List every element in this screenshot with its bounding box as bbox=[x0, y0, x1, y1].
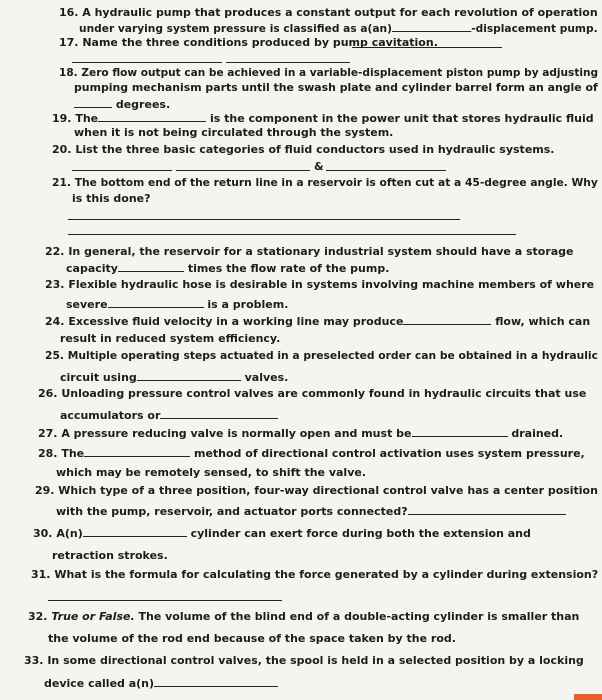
question-number: 17. bbox=[59, 36, 79, 49]
question-number: 30. bbox=[33, 527, 53, 540]
question-19 bbox=[52, 111, 594, 126]
question-22-line2 bbox=[66, 261, 389, 276]
question-number: 24. bbox=[45, 315, 65, 328]
question-24 bbox=[45, 314, 590, 329]
question-26 bbox=[38, 387, 586, 401]
question-text: retraction strokes. bbox=[52, 549, 168, 562]
question-22 bbox=[45, 245, 574, 259]
question-29 bbox=[35, 484, 598, 498]
question-30 bbox=[33, 526, 531, 541]
question-text: The bbox=[75, 112, 99, 125]
question-text: -displacement pump. bbox=[471, 22, 598, 35]
answer-line[interactable] bbox=[72, 62, 222, 63]
question-text: A hydraulic pump that produces a constant output for each revolution of operation bbox=[82, 6, 598, 19]
question-text: pumping mechanism parts until the swash plate and cylinder barrel form an angle of bbox=[74, 81, 598, 94]
question-19-line2 bbox=[74, 126, 393, 140]
question-number: 20. bbox=[52, 143, 72, 156]
answer-blank[interactable] bbox=[118, 261, 184, 272]
answer-line[interactable] bbox=[326, 170, 446, 171]
answer-blank[interactable] bbox=[154, 676, 278, 687]
question-32-line2 bbox=[48, 632, 456, 646]
question-number: 16. bbox=[59, 6, 79, 19]
question-text: A pressure reducing valve is normally open and must be bbox=[61, 427, 412, 440]
question-21-line2 bbox=[72, 192, 151, 206]
question-text: flow, which can bbox=[495, 315, 591, 328]
answer-line[interactable] bbox=[68, 234, 516, 235]
answer-blank[interactable] bbox=[108, 297, 204, 308]
question-number: 28. bbox=[38, 447, 58, 460]
question-text: device called a(n) bbox=[44, 677, 155, 690]
question-number: 19. bbox=[52, 112, 72, 125]
question-text: Zero flow output can be achieved in a variable-displacement piston pump by adjusting bbox=[81, 66, 599, 79]
question-text: is this done? bbox=[72, 192, 151, 205]
question-text: which may be remotely sensed, to shift the valve. bbox=[56, 466, 366, 479]
question-text: result in reduced system efficiency. bbox=[60, 332, 281, 345]
question-text: Unloading pressure control valves are commonly found in hydraulic circuits that use bbox=[61, 387, 587, 400]
question-32 bbox=[28, 610, 579, 624]
answer-blank[interactable] bbox=[83, 526, 187, 537]
question-text: capacity bbox=[66, 262, 118, 275]
question-27 bbox=[38, 426, 563, 441]
question-text: The volume of the blind end of a double-acting cylinder is smaller than bbox=[138, 610, 580, 623]
answer-line[interactable] bbox=[352, 47, 502, 48]
answer-blank[interactable] bbox=[403, 314, 491, 325]
answer-line[interactable] bbox=[68, 219, 460, 220]
question-text: In general, the reservoir for a stationary industrial system should have a storage bbox=[68, 245, 574, 258]
question-text: In some directional control valves, the spool is held in a selected position by a locking bbox=[47, 654, 584, 667]
question-20 bbox=[52, 143, 554, 157]
question-text: when it is not being circulated through the system. bbox=[74, 126, 394, 139]
question-text: The bottom end of the return line in a reservoir is often cut at a 45-degree angle. Why bbox=[74, 176, 598, 189]
answer-blank[interactable] bbox=[392, 21, 471, 32]
question-23 bbox=[45, 278, 594, 292]
question-number: 29. bbox=[35, 484, 55, 497]
question-25-line2 bbox=[60, 370, 288, 385]
question-number: 26. bbox=[38, 387, 58, 400]
question-number: 33. bbox=[24, 654, 44, 667]
question-text: List the three basic categories of fluid conductors used in hydraulic systems. bbox=[75, 143, 555, 156]
answer-blank[interactable] bbox=[408, 504, 566, 515]
answer-line[interactable] bbox=[48, 600, 282, 601]
question-18 bbox=[59, 66, 598, 80]
question-number: 25. bbox=[45, 349, 64, 362]
question-number: 27. bbox=[38, 427, 58, 440]
question-text: drained. bbox=[511, 427, 564, 440]
question-18-line2 bbox=[74, 81, 598, 95]
question-16 bbox=[59, 6, 598, 20]
answer-blank[interactable] bbox=[412, 426, 508, 437]
question-text: A(n) bbox=[56, 527, 83, 540]
question-number: 18. bbox=[59, 66, 78, 79]
answer-line[interactable] bbox=[226, 62, 350, 63]
question-text: method of directional control activation uses system pressure, bbox=[193, 447, 585, 460]
question-text: Which type of a three position, four-way directional control valve has a center position bbox=[58, 484, 598, 497]
question-text: the volume of the rod end because of the space taken by the rod. bbox=[48, 632, 456, 645]
question-30-line2 bbox=[52, 549, 168, 563]
question-text: Excessive fluid velocity in a working line may produce bbox=[68, 315, 404, 328]
question-29-line2 bbox=[56, 504, 566, 519]
question-text: degrees. bbox=[115, 98, 171, 111]
question-text: circuit using bbox=[60, 371, 137, 384]
question-text: under varying system pressure is classified as a(an) bbox=[79, 22, 392, 35]
question-24-line2 bbox=[60, 332, 280, 346]
answer-line[interactable] bbox=[72, 170, 172, 171]
question-28-line2 bbox=[56, 466, 366, 480]
question-text: What is the formula for calculating the force generated by a cylinder during extension? bbox=[54, 568, 599, 581]
question-text: valves. bbox=[244, 371, 289, 384]
true-false-label: True or False. bbox=[51, 610, 135, 623]
question-33 bbox=[24, 654, 584, 668]
corner-mark bbox=[574, 694, 602, 700]
question-number: 32. bbox=[28, 610, 48, 623]
answer-blank[interactable] bbox=[98, 111, 206, 122]
answer-blank[interactable] bbox=[74, 97, 112, 108]
question-text: Multiple operating steps actuated in a preselected order can be obtained in a hydraulic bbox=[67, 349, 598, 362]
question-text: accumulators or bbox=[60, 409, 161, 422]
question-text: The bbox=[61, 447, 85, 460]
question-28 bbox=[38, 446, 585, 461]
question-23-line2 bbox=[66, 297, 288, 312]
question-number: 21. bbox=[52, 176, 71, 189]
question-18-line3 bbox=[74, 97, 170, 112]
question-26-line2 bbox=[60, 408, 278, 423]
question-number: 22. bbox=[45, 245, 65, 258]
question-text: is a problem. bbox=[207, 298, 289, 311]
question-number: 31. bbox=[31, 568, 51, 581]
question-16-line2 bbox=[79, 21, 598, 36]
question-text: is the component in the power unit that stores hydraulic fluid bbox=[209, 112, 594, 125]
question-21 bbox=[52, 176, 598, 190]
answer-blank[interactable] bbox=[84, 446, 190, 457]
answer-line[interactable] bbox=[176, 170, 310, 171]
question-25 bbox=[45, 349, 598, 363]
question-31 bbox=[31, 568, 598, 582]
question-text: Name the three conditions produced by pump cavitation. bbox=[82, 36, 438, 49]
question-text: Flexible hydraulic hose is desirable in systems involving machine members of where bbox=[68, 278, 595, 291]
question-text: severe bbox=[66, 298, 108, 311]
question-number: 23. bbox=[45, 278, 65, 291]
answer-blank[interactable] bbox=[137, 370, 241, 381]
question-33-line2 bbox=[44, 676, 278, 691]
answer-blank[interactable] bbox=[160, 408, 278, 419]
ampersand: & bbox=[314, 160, 324, 173]
question-text: cylinder can exert force during both the extension and bbox=[190, 527, 531, 540]
question-text: times the flow rate of the pump. bbox=[187, 262, 390, 275]
question-text: with the pump, reservoir, and actuator ports connected? bbox=[56, 505, 408, 518]
